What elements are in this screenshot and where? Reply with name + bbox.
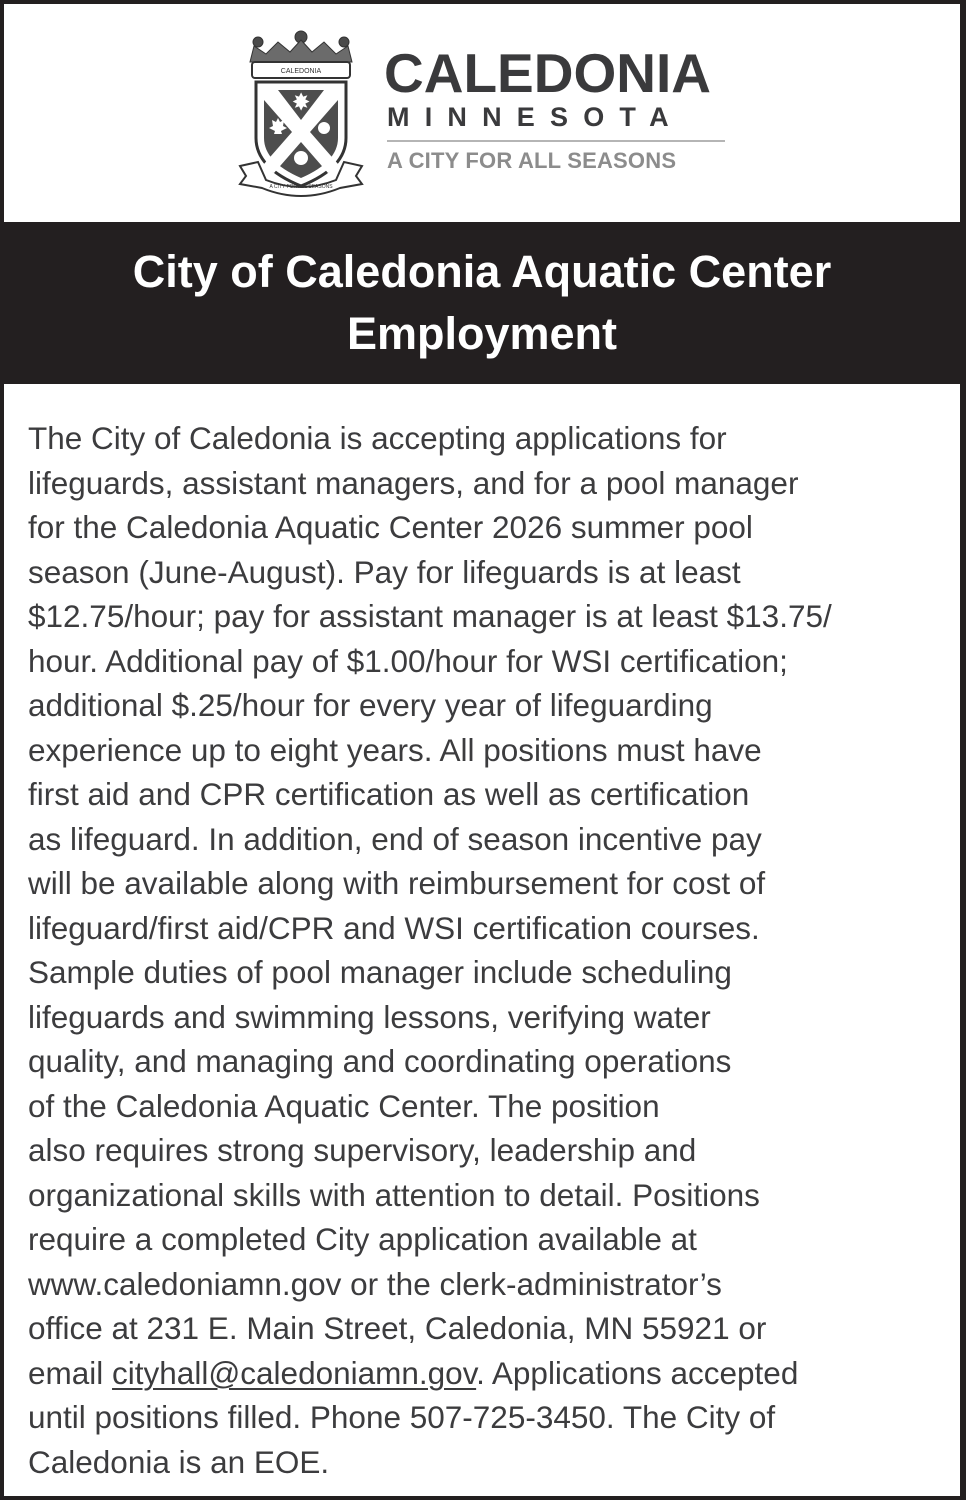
logo-tagline: A CITY FOR ALL SEASONS: [387, 148, 677, 173]
body-line: for the Caledonia Aquatic Center 2026 summer pool: [28, 509, 753, 545]
logo-divider: [387, 140, 725, 142]
body-line: experience up to eight years. All positions must have: [28, 731, 762, 768]
body-line: hour. Additional pay of $1.00/hour for WSI certification;: [28, 642, 788, 679]
advertisement-frame: [4, 4, 960, 1496]
title-line-2: Employment: [346, 308, 618, 359]
body-line: until positions filled. Phone 507-725-3450. The City of: [28, 1399, 776, 1435]
body-line: require a completed City application available at: [28, 1221, 697, 1257]
body-line: office at 231 E. Main Street, Caledonia, MN 55921 or: [28, 1310, 767, 1346]
logo-city-name: CALEDONIA: [384, 42, 711, 104]
body-line: season (June-August). Pay for lifeguards is at least: [28, 553, 741, 590]
page-title: [42, 241, 922, 365]
svg-text:A CITY FOR ALL SEASONS: A CITY FOR ALL SEASONS: [269, 184, 333, 190]
body-line: www.caledoniamn.gov or the clerk-administrator’s: [28, 1265, 722, 1302]
body-line: lifeguards and swimming lessons, verifying water: [28, 998, 711, 1035]
body-line: lifeguard/first aid/CPR and WSI certification courses.: [28, 909, 760, 946]
body-line: lifeguards, assistant managers, and for a pool manager: [28, 464, 799, 501]
body-line: The City of Caledonia is accepting applications for: [28, 420, 727, 456]
body-line: Caledonia is an EOE.: [28, 1443, 330, 1480]
logo-header: [4, 4, 960, 222]
email-suffix: . Applications accepted: [476, 1354, 799, 1391]
body-line: also requires strong supervisory, leadership and: [28, 1132, 697, 1168]
job-description: [28, 416, 948, 1484]
title-line-1: City of Caledonia Aquatic Center: [132, 246, 832, 297]
body-line: quality, and managing and coordinating operations: [28, 1043, 732, 1079]
body-line: additional $.25/hour for every year of lifeguarding: [28, 687, 713, 723]
email-line: [28, 1351, 948, 1396]
city-crest-icon: [236, 28, 366, 198]
svg-text:CALEDONIA: CALEDONIA: [280, 68, 322, 75]
body-line: organizational skills with attention to detail. Positions: [28, 1176, 760, 1213]
body-line: as lifeguard. In addition, end of season incentive pay: [28, 820, 762, 857]
logo-state-name: MINNESOTA: [387, 102, 684, 132]
title-banner: [4, 222, 960, 384]
city-wordmark: [384, 44, 729, 174]
email-link[interactable]: cityhall@caledoniamn.gov: [112, 1354, 477, 1391]
email-prefix: email: [28, 1354, 113, 1391]
body-line: will be available along with reimbursement for cost of: [28, 865, 766, 901]
body-line: Sample duties of pool manager include scheduling: [28, 954, 732, 990]
body-line: $12.75/hour; pay for assistant manager is at least $13.75/: [28, 598, 832, 634]
body-line: first aid and CPR certification as well as certification: [28, 776, 750, 812]
body-line: of the Caledonia Aquatic Center. The position: [28, 1087, 660, 1124]
